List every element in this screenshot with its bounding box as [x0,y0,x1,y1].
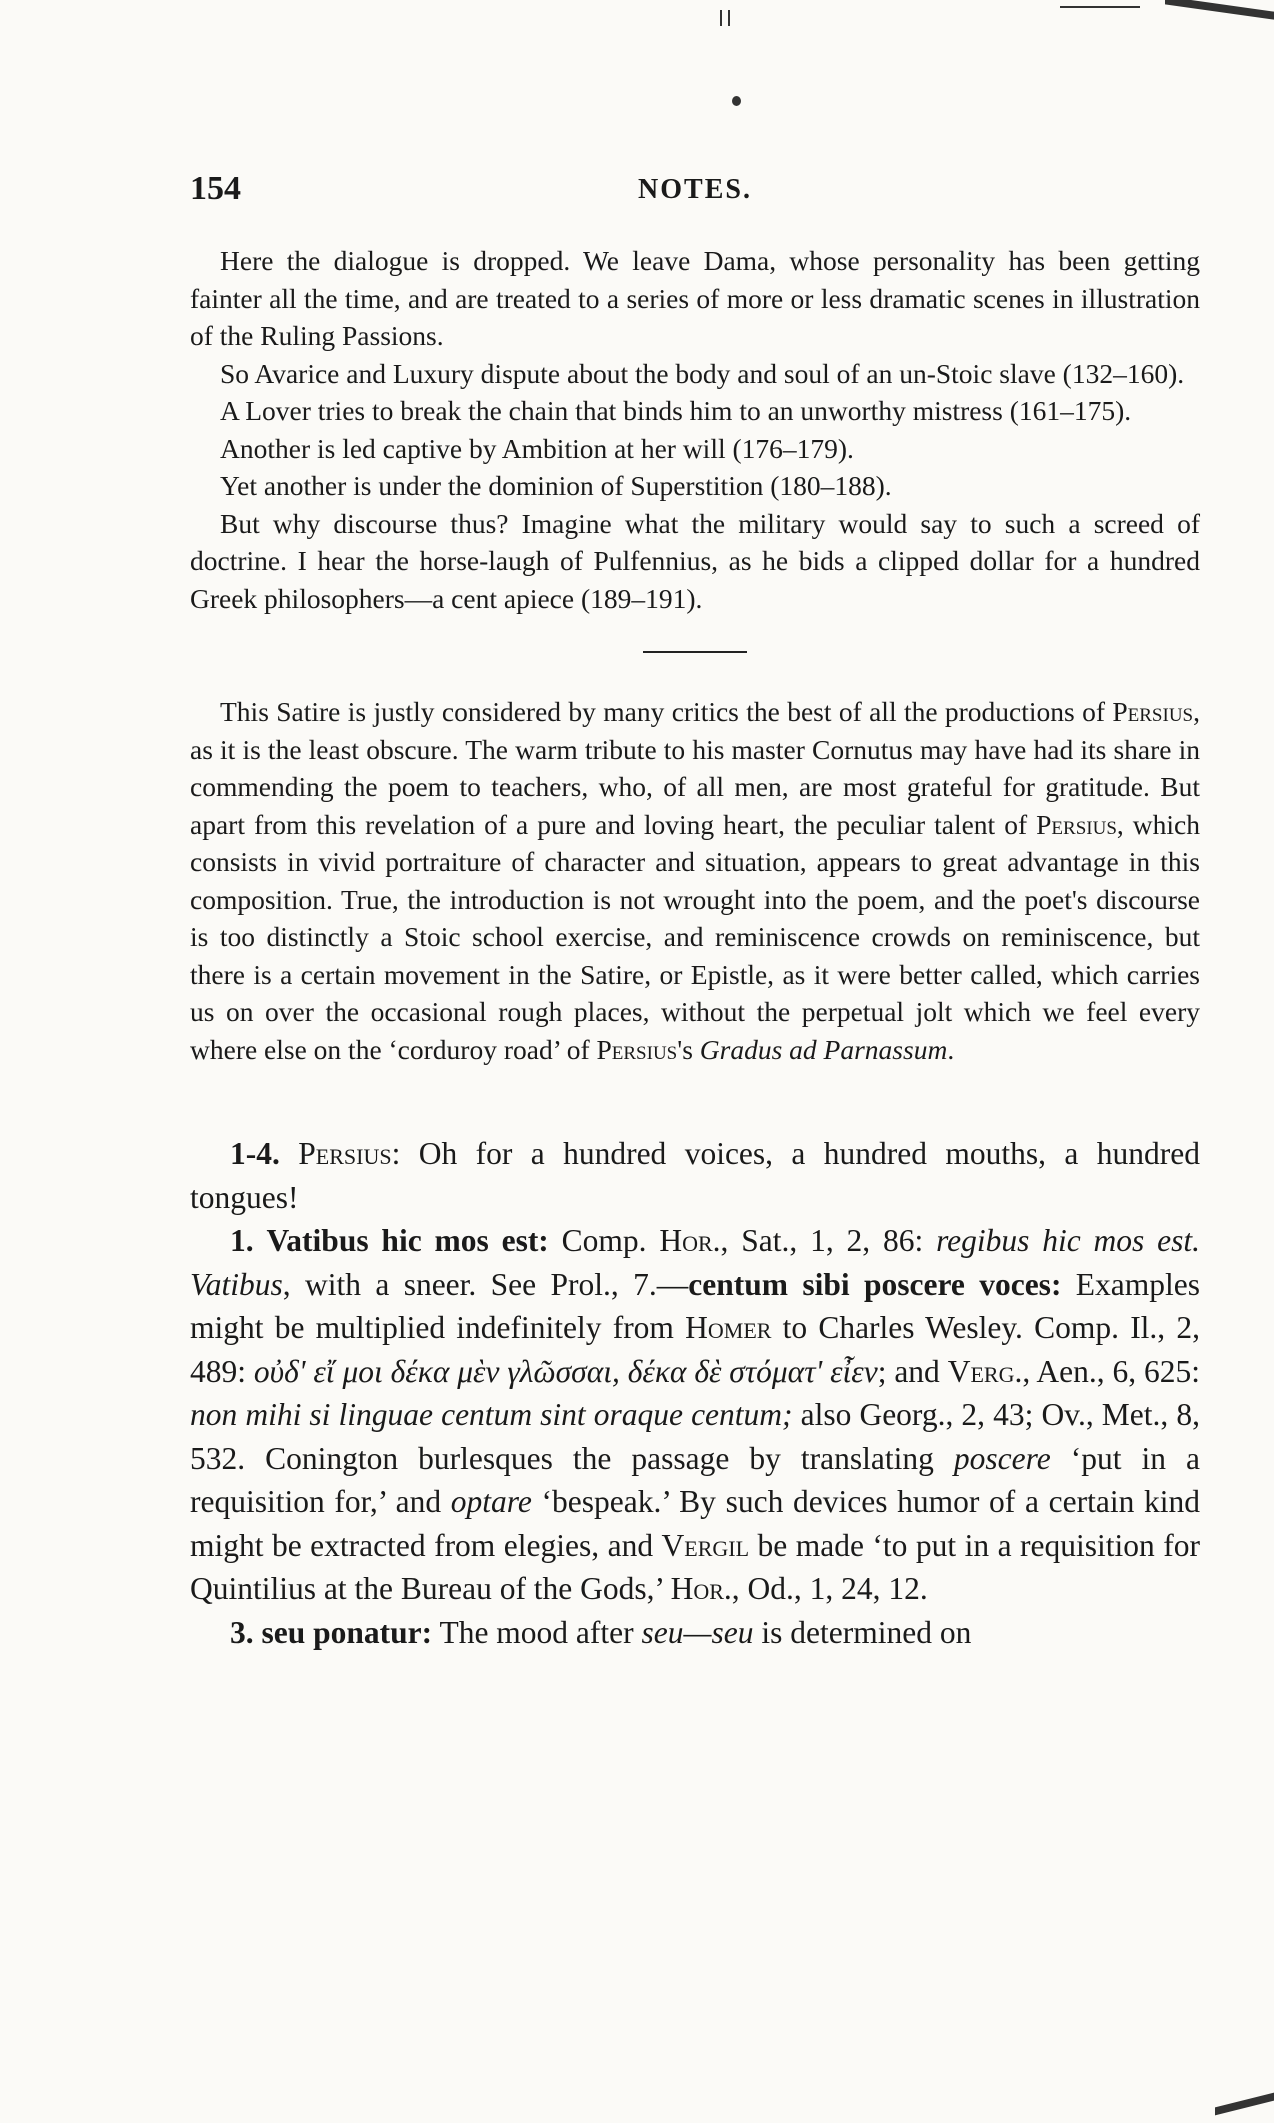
latin-word: poscere [953,1440,1051,1476]
essay-text: This Satire is justly considered by many critics the best of all the productions of [220,696,1113,727]
note-lemma: Vatibus hic mos est: [266,1223,549,1258]
essay-text: 's [677,1033,700,1065]
greek-quote: οὐδ' εἴ μοι δέκα μὲν γλῶσσαι, δέκα δὲ στόματ' εἶεν [253,1353,878,1389]
page-header [190,170,1200,220]
scan-mark-top [720,10,722,26]
note-3 [190,1611,1200,1655]
latin-quote: non mihi si linguae centum sint oraque centum; [190,1397,793,1432]
work-title: Gradus ad Parnassum [699,1033,948,1065]
page-number: 154 [190,170,241,207]
author-name: Persius [298,1136,392,1171]
summary-paragraph: So Avarice and Luxury dispute about the body and soul of an un-Stoic slave (132–160). [220,357,1185,389]
scan-mark-top-2 [728,10,730,26]
note-text: : Oh for a hundred voices, a hundred mouths, a hundred tongues! [190,1136,1200,1215]
scan-edge-line [1060,6,1140,8]
summary-paragraph: But why discourse thus? Imagine what the military would say to such a screed of doctrine. I hear the horse-laugh of Pulfennius, as he bids a clipped dollar for a hundred Greek philosophers—a cent apiece (189–191). [190,507,1200,614]
author-name: Hor. [659,1223,721,1258]
note-1 [190,1219,1200,1611]
note-text: ‘put in a requisition for,’ and [190,1440,1200,1519]
note-reference: 1. [230,1223,254,1258]
summary-section [190,242,1200,617]
note-reference: 3. [230,1614,254,1650]
latin-quote: regibus hic mos est. [936,1223,1200,1258]
author-name: Homer [685,1310,772,1345]
note-text: , with a sneer. See Prol., 7.— [282,1266,689,1302]
note-text: to Charles Wesley. Comp. Il., 2, 489: [190,1310,1200,1389]
note-1-4 [190,1132,1200,1219]
note-reference: 1-4. [230,1136,280,1171]
summary-paragraph: Another is led captive by Ambition at her will (176–179). [220,432,854,464]
note-text: be made ‘to put in a requisition for Quintilius at the Bureau of the Gods,’ [190,1527,1200,1606]
note-text: also Georg., 2, 43; Ov., Met., 8, 532. Conington burlesques the passage by translating [190,1397,1200,1476]
note-text: The mood after [432,1614,642,1650]
note-lemma: seu ponatur: [261,1614,433,1650]
scan-edge-wedge-bottom [1215,2093,1274,2116]
essay-text: , which consists in vivid portraiture of character and situation, appears to great advantage in this composition. True, the introduction is not wrought into the poem, and the poet's discourse is too distinctly a Stoic school exercise, and reminiscence crowds on reminiscence, but there is a certain movement in the Satire, or Epistle, as it were better called, which carries us on over the occasional rough places, without the perpetual jolt which we feel every where else on the ‘corduroy road’ of [190,808,1200,1065]
note-text: Comp. [548,1223,660,1258]
note-lemma: centum sibi poscere voces: [688,1266,1062,1302]
note-text: , Od., 1, 24, 12. [731,1571,928,1606]
author-name: Hor. [670,1571,732,1606]
latin-word: seu—seu [641,1614,754,1650]
page-body [190,242,1200,1654]
note-text: , Sat., 1, 2, 86: [720,1223,937,1258]
note-text: ; and [877,1353,948,1389]
author-name: Persius [1036,808,1117,840]
latin-word: optare [450,1484,532,1519]
note-text: is determined on [753,1614,972,1650]
author-name: Vergil [661,1527,750,1563]
essay-text: . [947,1033,955,1065]
author-name: Persius [596,1033,678,1065]
running-title: NOTES. [638,174,752,205]
note-text: , Aen., 6, 625: [1022,1353,1201,1389]
essay-section [190,693,1200,1068]
scan-edge-wedge [1165,0,1274,20]
essay-text: , as it is the least obscure. The warm tribute to his master Cornutus may have had its share in commending the poem to teachers, who, of all men, are most grateful for gratitude. But apart from this revelation of a pure and loving heart, the peculiar talent of [190,696,1200,840]
notes-section [190,1132,1200,1654]
summary-paragraph: Yet another is under the dominion of Superstition (180–188). [220,470,892,501]
author-name: Verg. [947,1353,1023,1389]
summary-paragraph: A Lover tries to break the chain that binds him to an unworthy mistress (161–175). [220,395,1132,426]
scan-dot [732,96,741,106]
essay-paragraph [190,693,1200,1068]
note-text: Examples might be multiplied indefinitely from [190,1266,1201,1345]
summary-paragraph: Here the dialogue is dropped. We leave Dama, whose personality has been getting fainter all the time, and are treated to a series of more or less dramatic scenes in illustration of the Ruling Passions. [190,245,1200,351]
latin-word: Vatibus [190,1266,283,1302]
note-text: ‘bespeak.’ By such devices humor of a certain kind might be extracted from elegies, and [190,1484,1200,1563]
section-divider [643,651,747,653]
author-name: Persius [1112,696,1194,727]
